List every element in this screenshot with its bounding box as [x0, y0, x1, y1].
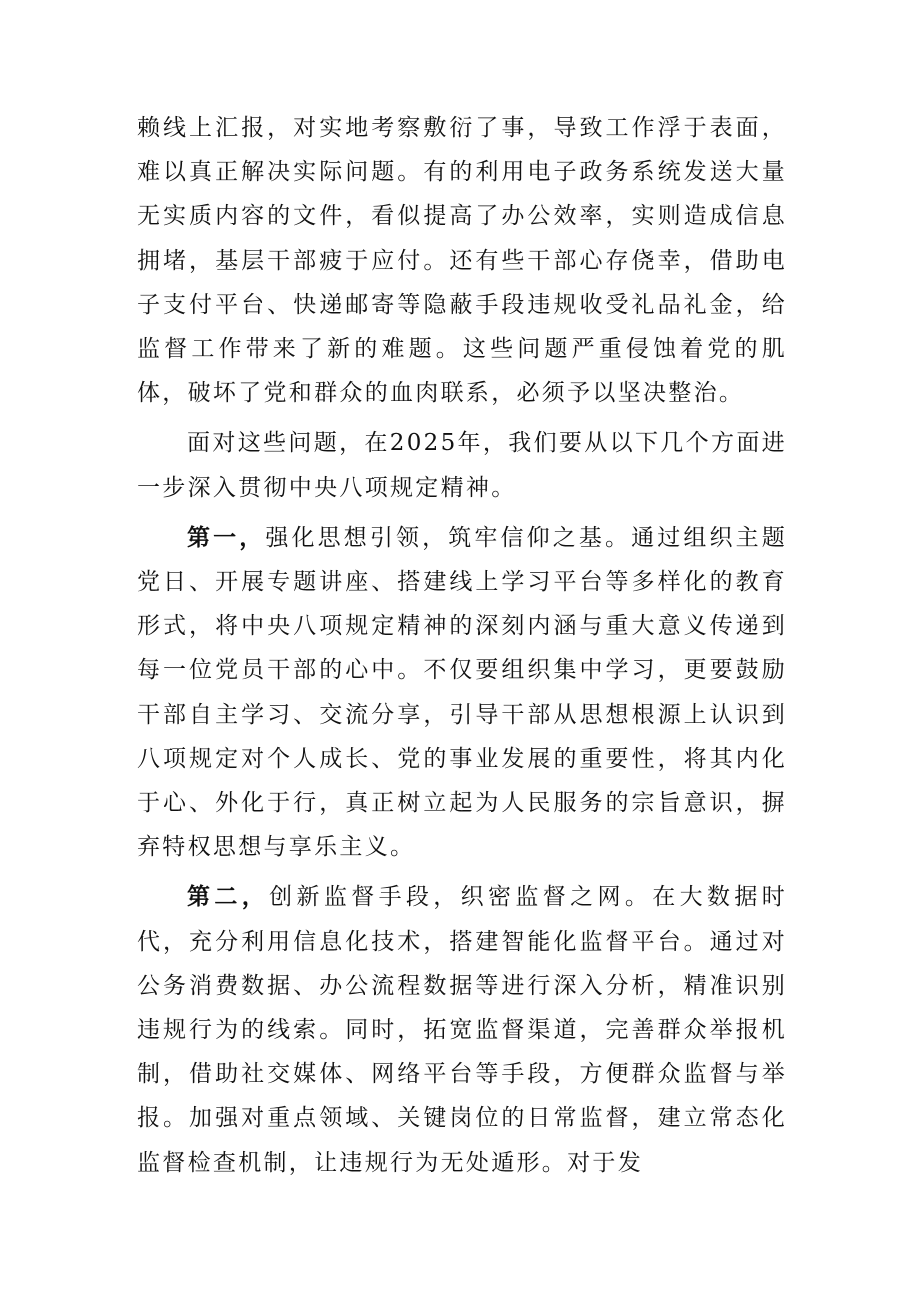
paragraph-lead: 第二，: [187, 883, 270, 911]
document-body: [137, 106, 787, 1185]
paragraph-text: 赖线上汇报，对实地考察敷衍了事，导致工作浮于表面，难以真正解决实际问题。有的利用电子政务系统发送大量无实质内容的文件，看似提高了办公效率，实则造成信息拥堵，基层干部疲于应付。还有些干部心存侥幸，借助电子支付平台、快递邮寄等隐蔽手段违规收受礼品礼金，给监督工作带来了新的难题。这些问题严重侵蚀着党的肌体，破坏了党和群众的血肉联系，必须予以坚决整治。: [137, 115, 787, 407]
paragraph-point-one: [137, 516, 787, 870]
paragraph-intro: [137, 421, 787, 509]
paragraph-text: 创新监督手段，织密监督之网。在大数据时代，充分利用信息化技术，搭建智能化监督平台。通过对公务消费数据、办公流程数据等进行深入分析，精准识别违规行为的线索。同时，拓宽监督渠道，完善群众举报机制，借助社交媒体、网络平台等手段，方便群众监督与举报。加强对重点领域、关键岗位的日常监督，建立常态化监督检查机制，让违规行为无处遁形。对于发: [137, 884, 788, 1176]
paragraph-text: 面对这些问题，在2025年，我们要从以下几个方面进一步深入贯彻中央八项规定精神。: [137, 430, 787, 501]
paragraph-text: 强化思想引领，筑牢信仰之基。通过组织主题党日、开展专题讲座、搭建线上学习平台等多样化的教育形式，将中央八项规定精神的深刻内涵与重大意义传递到每一位党员干部的心中。不仅要组织集中学习，更要鼓励干部自主学习、交流分享，引导干部从思想根源上认识到八项规定对个人成长、党的事业发展的重要性，将其内化于心、外化于行，真正树立起为人民服务的宗旨意识，摒弃特权思想与享乐主义。: [137, 524, 788, 861]
paragraph-point-two: [137, 875, 787, 1184]
paragraph-continuation: [137, 106, 787, 415]
paragraph-lead: 第一，: [187, 523, 266, 551]
